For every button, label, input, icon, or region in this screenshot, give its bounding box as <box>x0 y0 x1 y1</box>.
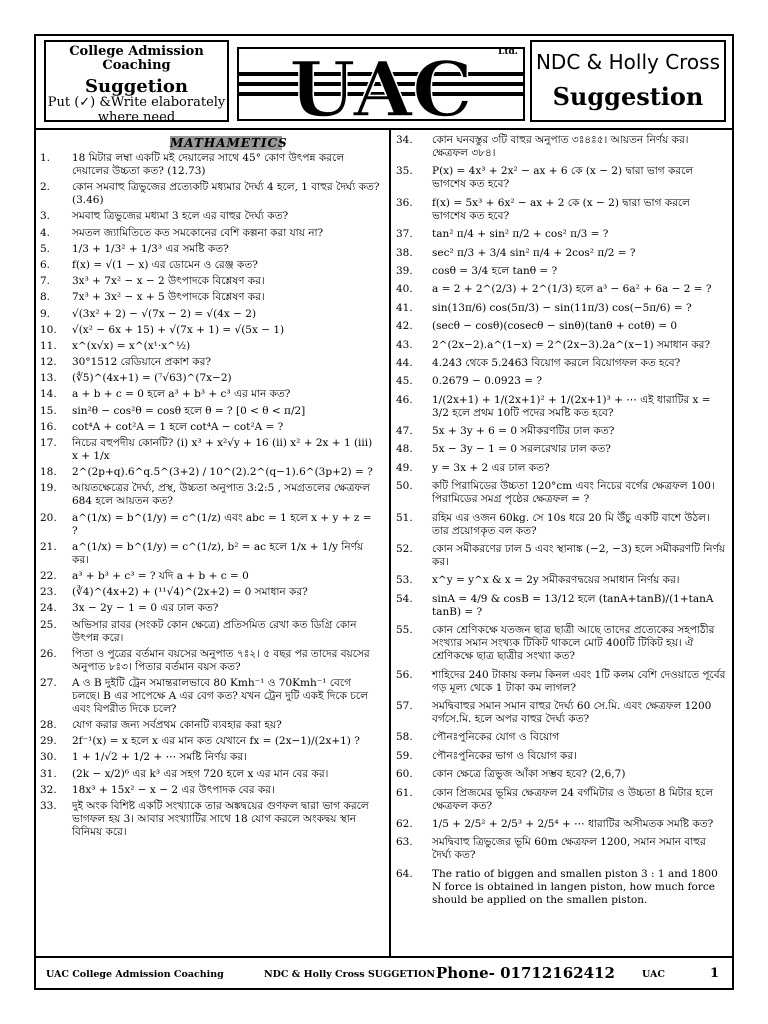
question-item <box>40 570 380 583</box>
question-text: (∛4)^(4x+2) + (¹¹√4)^(2x+2) = 0 সমাধান কর? <box>72 586 308 599</box>
question-number: 64. <box>396 867 413 880</box>
question-number: 17. <box>40 437 57 449</box>
question-item <box>396 165 726 191</box>
question-text: y = 3x + 2 এর ঢাল কত? <box>432 461 550 474</box>
question-number: 61. <box>396 786 413 799</box>
college-names: NDC & Holly Cross <box>535 50 721 74</box>
question-text: 18x³ + 15x² − x − 2 এর উৎপাদক বের কর। <box>72 783 275 796</box>
question-item <box>396 283 726 296</box>
question-item <box>396 462 726 475</box>
left-column <box>40 134 380 842</box>
question-text: 3x³ + 7x² − x − 2 উৎপাদকে বিশ্লেষণ কর। <box>72 275 265 288</box>
question-item <box>40 482 380 508</box>
question-text: a³ + b³ + c³ = ? যদি a + b + c = 0 <box>72 569 249 582</box>
question-item <box>396 574 726 587</box>
question-number: 8. <box>40 291 51 304</box>
question-text: sinA = 4/9 & cosB = 13/12 হলে (tanA+tanB)/(1+tanA tanB) = ? <box>432 592 714 618</box>
question-number: 44. <box>396 356 413 369</box>
question-text: (2k − x/2)⁶ এর k³ এর সহগ 720 হলে x এর মান বের কর। <box>72 767 329 780</box>
question-text: x^y = y^x & x = 2y সমীকরণদ্বয়ের সমাধান নির্ণয় কর। <box>432 574 680 587</box>
question-item <box>40 719 380 732</box>
question-text: A ও B দুইটি ট্রেন সমান্তরালভাবে 80 Kmh⁻¹ ও 70Kmh⁻¹ বেগে চলছে। B এর সাপেক্ষে A এর বেগ কত? যখন ট্রেন দুটি একই দিকে চলে এবং বিপরীত দিকে চলে? <box>72 676 368 715</box>
question-text: কোন ঘনবস্তুর ৩টি বাহুর অনুপাত ৩ঃ৪ঃ৫। আয়তন নির্ণয় কর। ক্ষেত্রফল ৩৮৪। <box>432 134 689 159</box>
question-text: 0.267̇9̇ − 0.092̇3̇ = ? <box>432 375 543 388</box>
question-text: 5x + 3y + 6 = 0 সমীকরণটির ঢাল কত? <box>432 425 615 438</box>
question-text: কোন ক্ষেত্রে ত্রিভুজ আঁকা সম্ভব হবে? (2,6,7) <box>432 768 626 781</box>
question-item <box>396 339 726 352</box>
question-text: √(3x² + 2) − √(7x − 2) = √(4x − 2) <box>72 307 257 320</box>
question-item <box>40 677 380 716</box>
question-number: 18. <box>40 466 57 479</box>
question-number: 27. <box>40 676 57 689</box>
question-number: 23. <box>40 586 57 599</box>
question-item <box>396 228 726 241</box>
question-text: কোন শ্রেণিকক্ষে যতজন ছাত্র ছাত্রী আছে তাদের প্রত্যেকের সহপাঠীর সংখ্যার সমান সংখ্যক টিকিট থাকলে মোট 400টি টিকিট হয়। ঐ শ্রেণিকক্ষে ছাত্র ছাত্রীর সংখ্যা কত? <box>432 624 715 663</box>
question-number: 6. <box>40 258 51 271</box>
question-number: 2. <box>40 181 51 194</box>
question-item <box>40 324 380 337</box>
question-item <box>40 512 380 538</box>
footer-phone: Phone- 01712162412 <box>436 964 615 982</box>
question-item <box>396 836 726 862</box>
question-number: 42. <box>396 320 413 333</box>
suggetion-title: Suggetion <box>85 75 188 97</box>
question-item <box>396 750 726 763</box>
question-item <box>396 320 726 333</box>
question-number: 46. <box>396 393 413 406</box>
college-title-box <box>530 40 726 122</box>
question-text: 30°1512 রেডিয়ানে প্রকাশ কর? <box>72 356 212 369</box>
question-text: 3x − 2y − 1 = 0 এর ঢাল কত? <box>72 602 219 615</box>
question-list-left <box>40 152 380 839</box>
question-text: 18 মিটার লম্বা একটি মই দেয়ালের সাথে 45° কোণ উৎপন্ন করলে দেয়ালের উচ্চতা কত? (12.73) <box>72 152 345 177</box>
question-text: a = 2 + 2^(2/3) + 2^(1/3) হলে a³ − 6a² + 6a − 2 = ? <box>432 283 712 296</box>
question-item <box>40 437 380 463</box>
question-text: tan² π/4 + sin² π/2 + cos² π/3 = ? <box>432 228 609 241</box>
question-text: 7x³ + 3x² − x + 5 উৎপাদকে বিশ্লেষণ কর। <box>72 291 265 304</box>
question-item <box>396 443 726 456</box>
question-number: 19. <box>40 482 57 495</box>
question-item <box>40 619 380 645</box>
question-number: 25. <box>40 618 57 631</box>
question-text: x^(x√x) = x^(x¹·x^½) <box>72 339 191 352</box>
question-text: 2^(2p+q).6^q.5^(3+2) / 10^(2).2^(q−1).6^(3p+2) = ? <box>72 466 373 479</box>
question-item <box>40 421 380 434</box>
question-item <box>40 259 380 272</box>
question-number: 16. <box>40 420 57 433</box>
question-text: আয়তক্ষেত্রের দৈর্ঘ্য, প্রস্থ, উচ্চতা অনুপাত 3:2:5 , সমগ্রতলের ক্ষেত্রফল 684 হলে আয়তন কত? <box>72 482 370 508</box>
question-text: f(x) = 5x³ + 6x² − ax + 2 কে (x − 2) দ্বারা ভাগ করলে ভাগশেষ কত হবে? <box>432 196 690 222</box>
question-number: 13. <box>40 372 57 385</box>
question-text: sin(13π/6) cos(5π/3) − sin(11π/3) cos(−5π/6) = ? <box>432 301 692 314</box>
question-number: 43. <box>396 338 413 351</box>
question-number: 38. <box>396 246 413 259</box>
question-number: 24. <box>40 602 57 615</box>
question-text: দুই অংক বিশিষ্ট একটি সংখ্যাকে তার অঙ্কদ্বয়ের গুণফল দ্বারা ভাগ করলে ভাগফল হয় 3। আবার সংখ্যাটির সাথে 18 যোগ করলে অংকদ্বয় স্থান বিনিময় করে। <box>72 800 369 838</box>
question-number: 58. <box>396 731 413 744</box>
question-number: 12. <box>40 356 57 369</box>
question-item <box>40 586 380 599</box>
question-text: The ratio of biggen and smallen piston 3 : 1 and 1800 N force is obtained in langen piston, how much force should be applied on the smallen piston. <box>432 867 718 906</box>
question-number: 47. <box>396 425 413 438</box>
right-column <box>396 134 726 912</box>
question-item <box>396 700 726 726</box>
question-text: 5x − 3y − 1 = 0 সরলরেখার ঢাল কত? <box>432 443 611 456</box>
question-text: সমতল জ্যামিতিতে কত সমকোনের বেশি কল্পনা করা যায় না? <box>72 226 324 239</box>
question-text: রহিম এর ওজন 60kg. সে 10s ধরে 20 মি উঁচু একটি বাশে উঠল। তার প্রয়োগকৃত বল কত? <box>432 511 710 537</box>
question-item <box>396 302 726 315</box>
question-text: যোগ করার জন্য সর্বপ্রথম কোনটি ব্যবহার করা হয়? <box>72 719 282 732</box>
question-number: 26. <box>40 647 57 660</box>
question-number: 10. <box>40 323 57 336</box>
question-item <box>396 768 726 781</box>
coaching-title-box <box>44 40 229 125</box>
footer <box>36 956 732 990</box>
question-number: 53. <box>396 574 413 587</box>
question-item <box>396 543 726 569</box>
question-text: অভিসার রাবর (সংকট কোন ক্ষেত্রে) প্রতিসমিত রেখা কত ডিগ্রি কোন উৎপন্ন করে। <box>72 618 357 644</box>
column-divider <box>389 128 391 956</box>
question-item <box>40 768 380 781</box>
question-item <box>396 624 726 663</box>
question-item <box>40 648 380 674</box>
question-text: শাহিদের 240 টাকায় কলম কিনল এবং 1টি কলম বেশি দেওয়াতে পূর্বের গড় মূল্য থেকে 1 টাকা কম লাগল? <box>432 668 726 694</box>
question-number: 63. <box>396 836 413 849</box>
question-number: 45. <box>396 375 413 388</box>
question-number: 54. <box>396 592 413 605</box>
question-number: 56. <box>396 668 413 681</box>
question-item <box>40 181 380 207</box>
question-number: 31. <box>40 767 57 780</box>
question-number: 62. <box>396 817 413 830</box>
question-item <box>396 731 726 744</box>
question-number: 40. <box>396 283 413 296</box>
question-number: 41. <box>396 301 413 314</box>
question-item <box>396 357 726 370</box>
footer-coaching: UAC College Admission Coaching <box>46 969 224 980</box>
question-item <box>396 818 726 831</box>
question-number: 49. <box>396 461 413 474</box>
question-item <box>40 227 380 240</box>
question-text: cot⁴A + cot²A = 1 হলে cot⁴A − cot²A = ? <box>72 420 284 433</box>
question-number: 60. <box>396 768 413 781</box>
question-item <box>396 375 726 388</box>
question-text: সমবাহু ত্রিভুজের মধ্যমা 3 হলে এর বাহুর দৈর্ঘ্য কত? <box>72 210 289 223</box>
question-text: √(x² − 6x + 15) + √(7x + 1) = √(5x − 1) <box>72 323 285 336</box>
question-item <box>396 394 726 420</box>
question-number: 51. <box>396 511 413 524</box>
logo-text: UAC <box>289 45 473 124</box>
question-text: পৌনঃপুনিকের যোগ ও বিয়োগ <box>432 731 560 744</box>
question-number: 11. <box>40 339 57 352</box>
question-text: a^(1/x) = b^(1/y) = c^(1/z), b² = ac হলে 1/x + 1/y নির্ণয় কর। <box>72 540 364 566</box>
question-item <box>40 340 380 353</box>
question-text: sin²θ − cos²θ = cosθ হলে θ = ? [0 < θ < π/2] <box>72 404 306 417</box>
question-item <box>40 541 380 567</box>
question-text: 1/3 + 1/3² + 1/3³ এর সমষ্টি কত? <box>72 242 229 255</box>
question-number: 48. <box>396 443 413 456</box>
question-text: a^(1/x) = b^(1/y) = c^(1/z) এবং abc = 1 হলে x + y + z = ? <box>72 511 372 537</box>
question-number: 37. <box>396 228 413 241</box>
question-text: কোন প্রিজমের ভূমির ক্ষেত্রফল 24 বর্গমিটার ও উচ্চতা 8 মিটার হলে ক্ষেত্রফল কত? <box>432 786 714 812</box>
question-item <box>40 372 380 385</box>
question-text: সমদ্বিবাহু ত্রিভুজের ভূমি 60m ক্ষেত্রফল 1200, সমান সমান বাহুর দৈর্ঘ্য কত? <box>432 836 706 862</box>
question-number: 15. <box>40 404 57 417</box>
question-item <box>396 512 726 538</box>
question-item <box>396 669 726 695</box>
question-number: 4. <box>40 226 51 239</box>
question-number: 22. <box>40 569 57 582</box>
question-text: (∜5)^(4x+1) = (⁷√63)^(7x−2) <box>72 372 232 385</box>
question-item <box>396 197 726 223</box>
question-item <box>40 152 380 178</box>
question-number: 28. <box>40 719 57 732</box>
question-number: 14. <box>40 388 57 401</box>
question-item <box>396 787 726 813</box>
question-text: 1/5 + 2/5² + 2/5³ + 2/5⁴ + ⋯ ধারাটির অসীমতক সমষ্টি কত? <box>432 817 714 830</box>
question-number: 52. <box>396 543 413 556</box>
question-item <box>40 388 380 401</box>
subject-heading: MATHAMETICS <box>170 136 288 150</box>
question-item <box>40 800 380 839</box>
question-text: 1 + 1/√2 + 1/2 + ⋯ সমষ্টি নির্ণয় কর। <box>72 751 247 764</box>
question-item <box>40 602 380 615</box>
question-item <box>396 134 726 160</box>
question-number: 29. <box>40 735 57 748</box>
question-item <box>40 275 380 288</box>
question-text: কোন সমবাহু ত্রিভুজের প্রত্যেকটি মধ্যমার দৈর্ঘ্য 4 হলে, 1 বাহুর দৈর্ঘ্য কত? (3.46) <box>72 181 380 207</box>
question-item <box>396 265 726 278</box>
footer-suggestion: NDC & Holly Cross SUGGETION <box>264 969 436 980</box>
question-number: 33. <box>40 800 57 812</box>
question-number: 9. <box>40 307 51 320</box>
question-text: কটি পিরামিডের উচ্চতা 120°cm এবং নিচের বর্গের ক্ষেত্রফল 100। পিরামিডের সমগ্র পৃষ্ঠের ক্ষেত্রফল = ? <box>432 480 715 506</box>
question-item <box>40 308 380 321</box>
question-item <box>396 480 726 506</box>
uac-logo <box>236 42 526 124</box>
question-text: কোন সমীকরণের ঢাল 5 এবং স্থানাঙ্ক (−2, −3) হলে সমীকরণটি নির্ণয় কর। <box>432 543 726 569</box>
question-number: 3. <box>40 210 51 223</box>
question-item <box>40 784 380 797</box>
question-text: পৌনঃপুনিকের ভাগ ও বিয়োগ কর। <box>432 749 577 762</box>
question-number: 34. <box>396 134 413 146</box>
question-item <box>396 593 726 619</box>
question-number: 32. <box>40 783 57 796</box>
question-number: 59. <box>396 749 413 762</box>
question-text: সমদ্বিবাহুর সমান সমান বাহুর দৈর্ঘ্য 60 সে.মি. এবং ক্ষেত্রফল 1200 বর্গসে.মি. হলে অপর বাহুর দৈর্ঘ্য কত? <box>432 699 712 725</box>
question-text: 2f⁻¹(x) = x হলে x এর মান কত যেখানে fx = (2x−1)/(2x+1) ? <box>72 735 360 748</box>
question-text: sec² π/3 + 3/4 sin² π/4 + 2cos² π/2 = ? <box>432 246 636 259</box>
question-list-right <box>396 134 726 907</box>
suggestion-title: Suggestion <box>552 82 704 111</box>
coaching-name: College Admission Coaching <box>69 44 204 74</box>
question-text: 4.24̇3̇ থেকে 5.246̇3̇ বিয়োগ করলে বিয়োগফল কত হবে? <box>432 356 681 369</box>
question-item <box>40 735 380 748</box>
question-number: 35. <box>396 165 413 178</box>
question-item <box>40 751 380 764</box>
instruction-text: Put (✓) &Write elaborately where need <box>47 95 226 125</box>
footer-brand: UAC <box>642 969 665 980</box>
question-number: 21. <box>40 540 57 553</box>
question-item <box>40 243 380 256</box>
question-text: P(x) = 4x³ + 2x² − ax + 6 কে (x − 2) দ্বারা ভাগ করলে ভাগশেষ কত হবে? <box>432 165 694 191</box>
question-item <box>40 356 380 369</box>
question-text: 2^(2x−2).a^(1−x) = 2^(2x−3).2a^(x−1) সমাধান কর? <box>432 338 711 351</box>
header <box>36 36 732 130</box>
question-number: 20. <box>40 511 57 524</box>
question-text: 1/(2x+1) + 1/(2x+1)² + 1/(2x+1)³ + ⋯ এই ধারাটির x = 3/2 হলে প্রথম 10টি পদের সমষ্টি কত হবে? <box>432 393 711 419</box>
question-number: 57. <box>396 699 413 712</box>
question-number: 30. <box>40 751 57 764</box>
question-text: পিতা ও পুত্রের বর্তমান বয়সের অনুপাত ৭ঃ২। ৫ বছর পর তাদের বয়সের অনুপাত ৮ঃ৩। পিতার বর্তমান বয়স কত? <box>72 647 370 673</box>
question-text: f(x) = √(1 − x) এর ডোমেন ও রেঞ্জ কত? <box>72 258 258 271</box>
question-item <box>40 405 380 418</box>
logo-suffix: Ltd. <box>498 47 518 57</box>
question-number: 1. <box>40 152 51 164</box>
question-number: 39. <box>396 264 413 277</box>
question-item <box>396 425 726 438</box>
question-text: (secθ − cosθ)(cosecθ − sinθ)(tanθ + cotθ) = 0 <box>432 320 678 333</box>
question-number: 7. <box>40 275 51 288</box>
question-number: 50. <box>396 480 413 493</box>
question-number: 55. <box>396 624 413 637</box>
question-item <box>396 247 726 260</box>
question-text: নিচের বহুপদীয় কোনটি? (i) x³ + x²√y + 16 (ii) x² + 2x + 1 (iii) x + 1/x <box>72 437 373 462</box>
page-frame <box>34 34 734 990</box>
question-text: cosθ = 3/4 হলে tanθ = ? <box>432 264 558 277</box>
question-item <box>40 291 380 304</box>
question-number: 5. <box>40 242 51 255</box>
question-text: a + b + c = 0 হলে a³ + b³ + c³ এর মান কত? <box>72 388 291 401</box>
question-item <box>40 466 380 479</box>
question-number: 36. <box>396 196 413 209</box>
page-number: 1 <box>710 966 720 981</box>
question-item <box>396 868 726 907</box>
question-item <box>40 210 380 223</box>
